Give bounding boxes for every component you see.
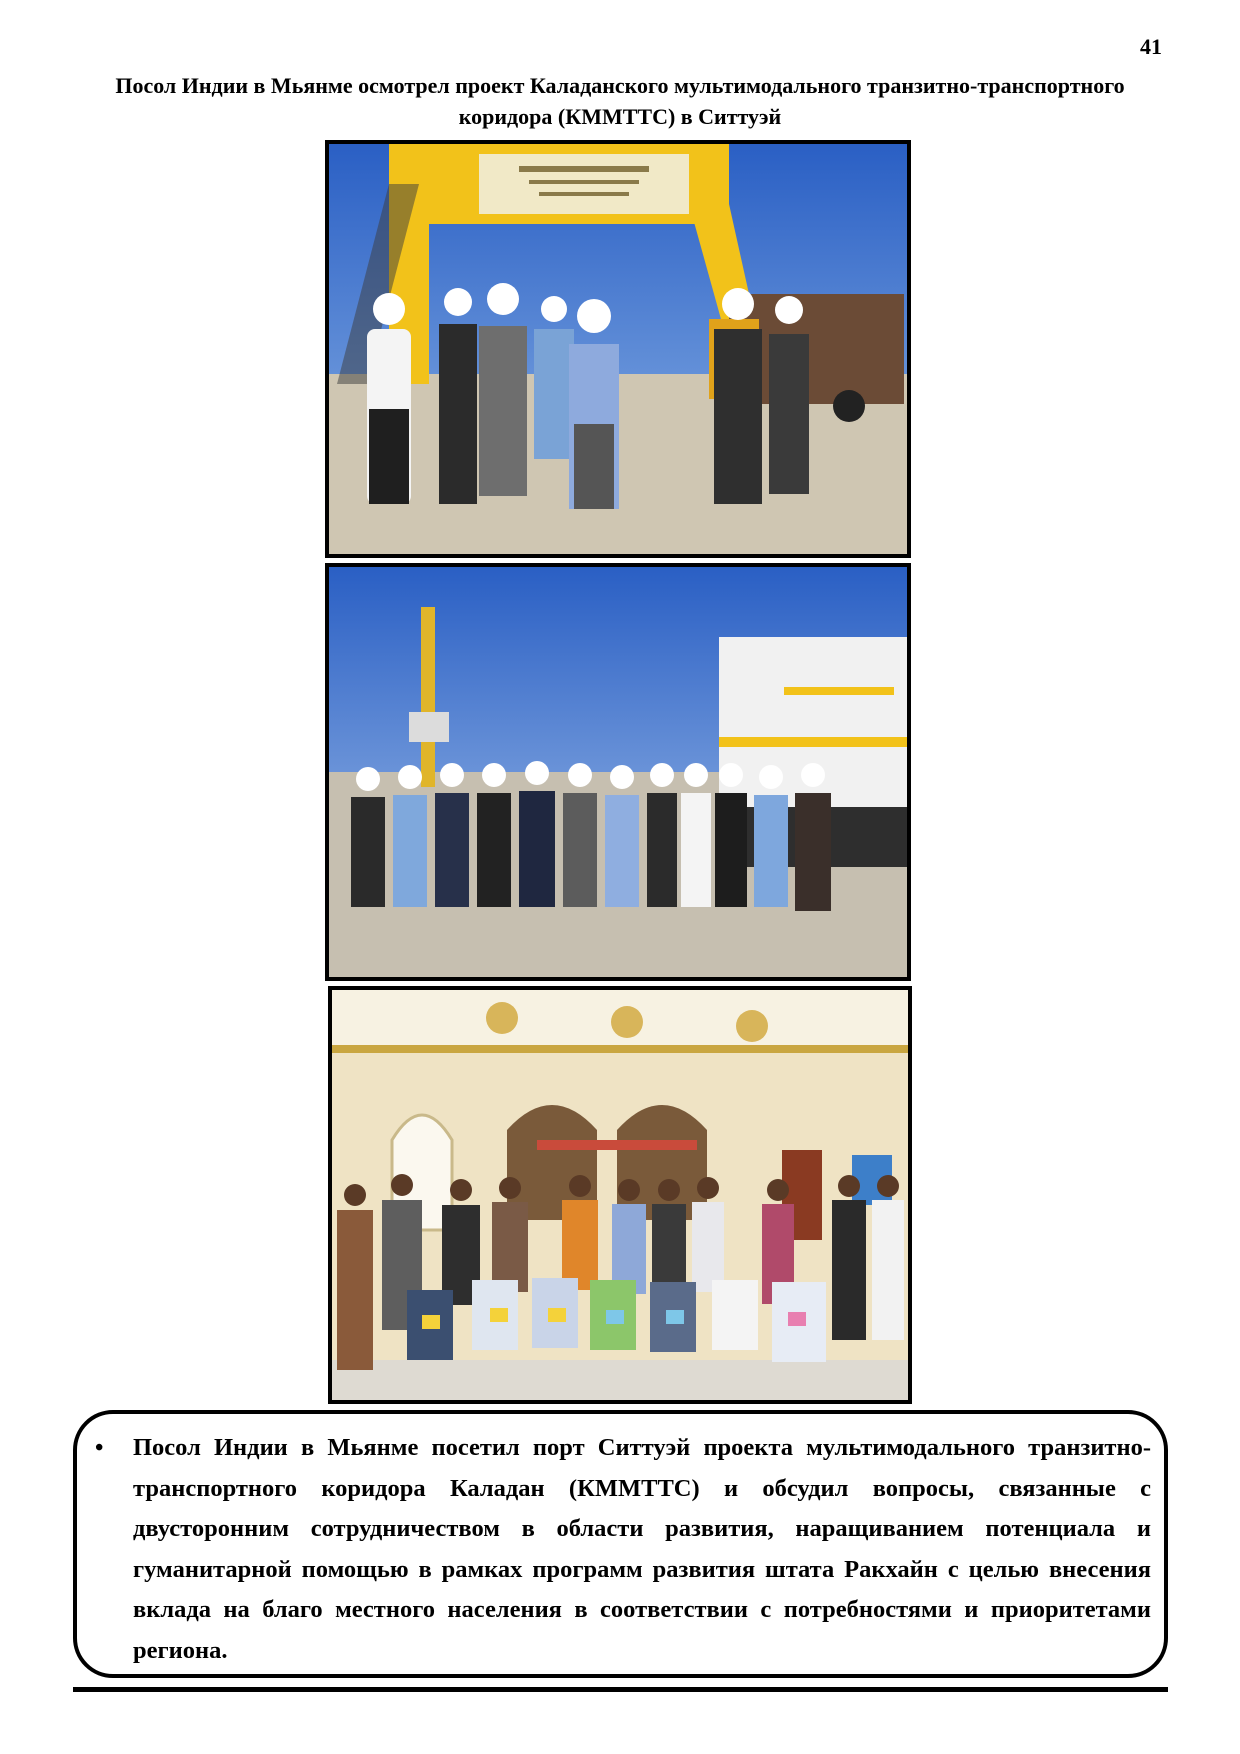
photo-indoor-group [328, 986, 912, 1404]
photo-group-at-ship-image [329, 567, 907, 977]
photo-port-walk [325, 140, 911, 558]
page-number: 41 [1140, 34, 1162, 59]
page-title: Посол Индии в Мьянме осмотрел проект Каладанского мультимодального транзитно-транспортного коридора (КММТТС) в Ситтуэй [115, 73, 1125, 129]
photo-indoor-group-image [332, 990, 908, 1400]
bottom-rule [73, 1687, 1168, 1692]
photo-port-walk-image [329, 144, 907, 554]
summary-item [95, 1428, 1151, 1671]
summary-text: Посол Индии в Мьянме посетил порт Ситтуэй проекта мультимодального транзитно-транспортного коридора Каладан (КММТТС) и обсудил вопросы, связанные с двусторонним сотрудничеством в области развития, наращиванием потенциала и гуманитарной помощью в рамках программ развития штата Ракхайн с целью внесения вклада на благо местного населения в соответствии с потребностями и приоритетами региона. [133, 1434, 1151, 1664]
bullet-icon: • [95, 1435, 104, 1461]
summary-box [73, 1410, 1168, 1678]
photo-group-at-ship [325, 563, 911, 981]
